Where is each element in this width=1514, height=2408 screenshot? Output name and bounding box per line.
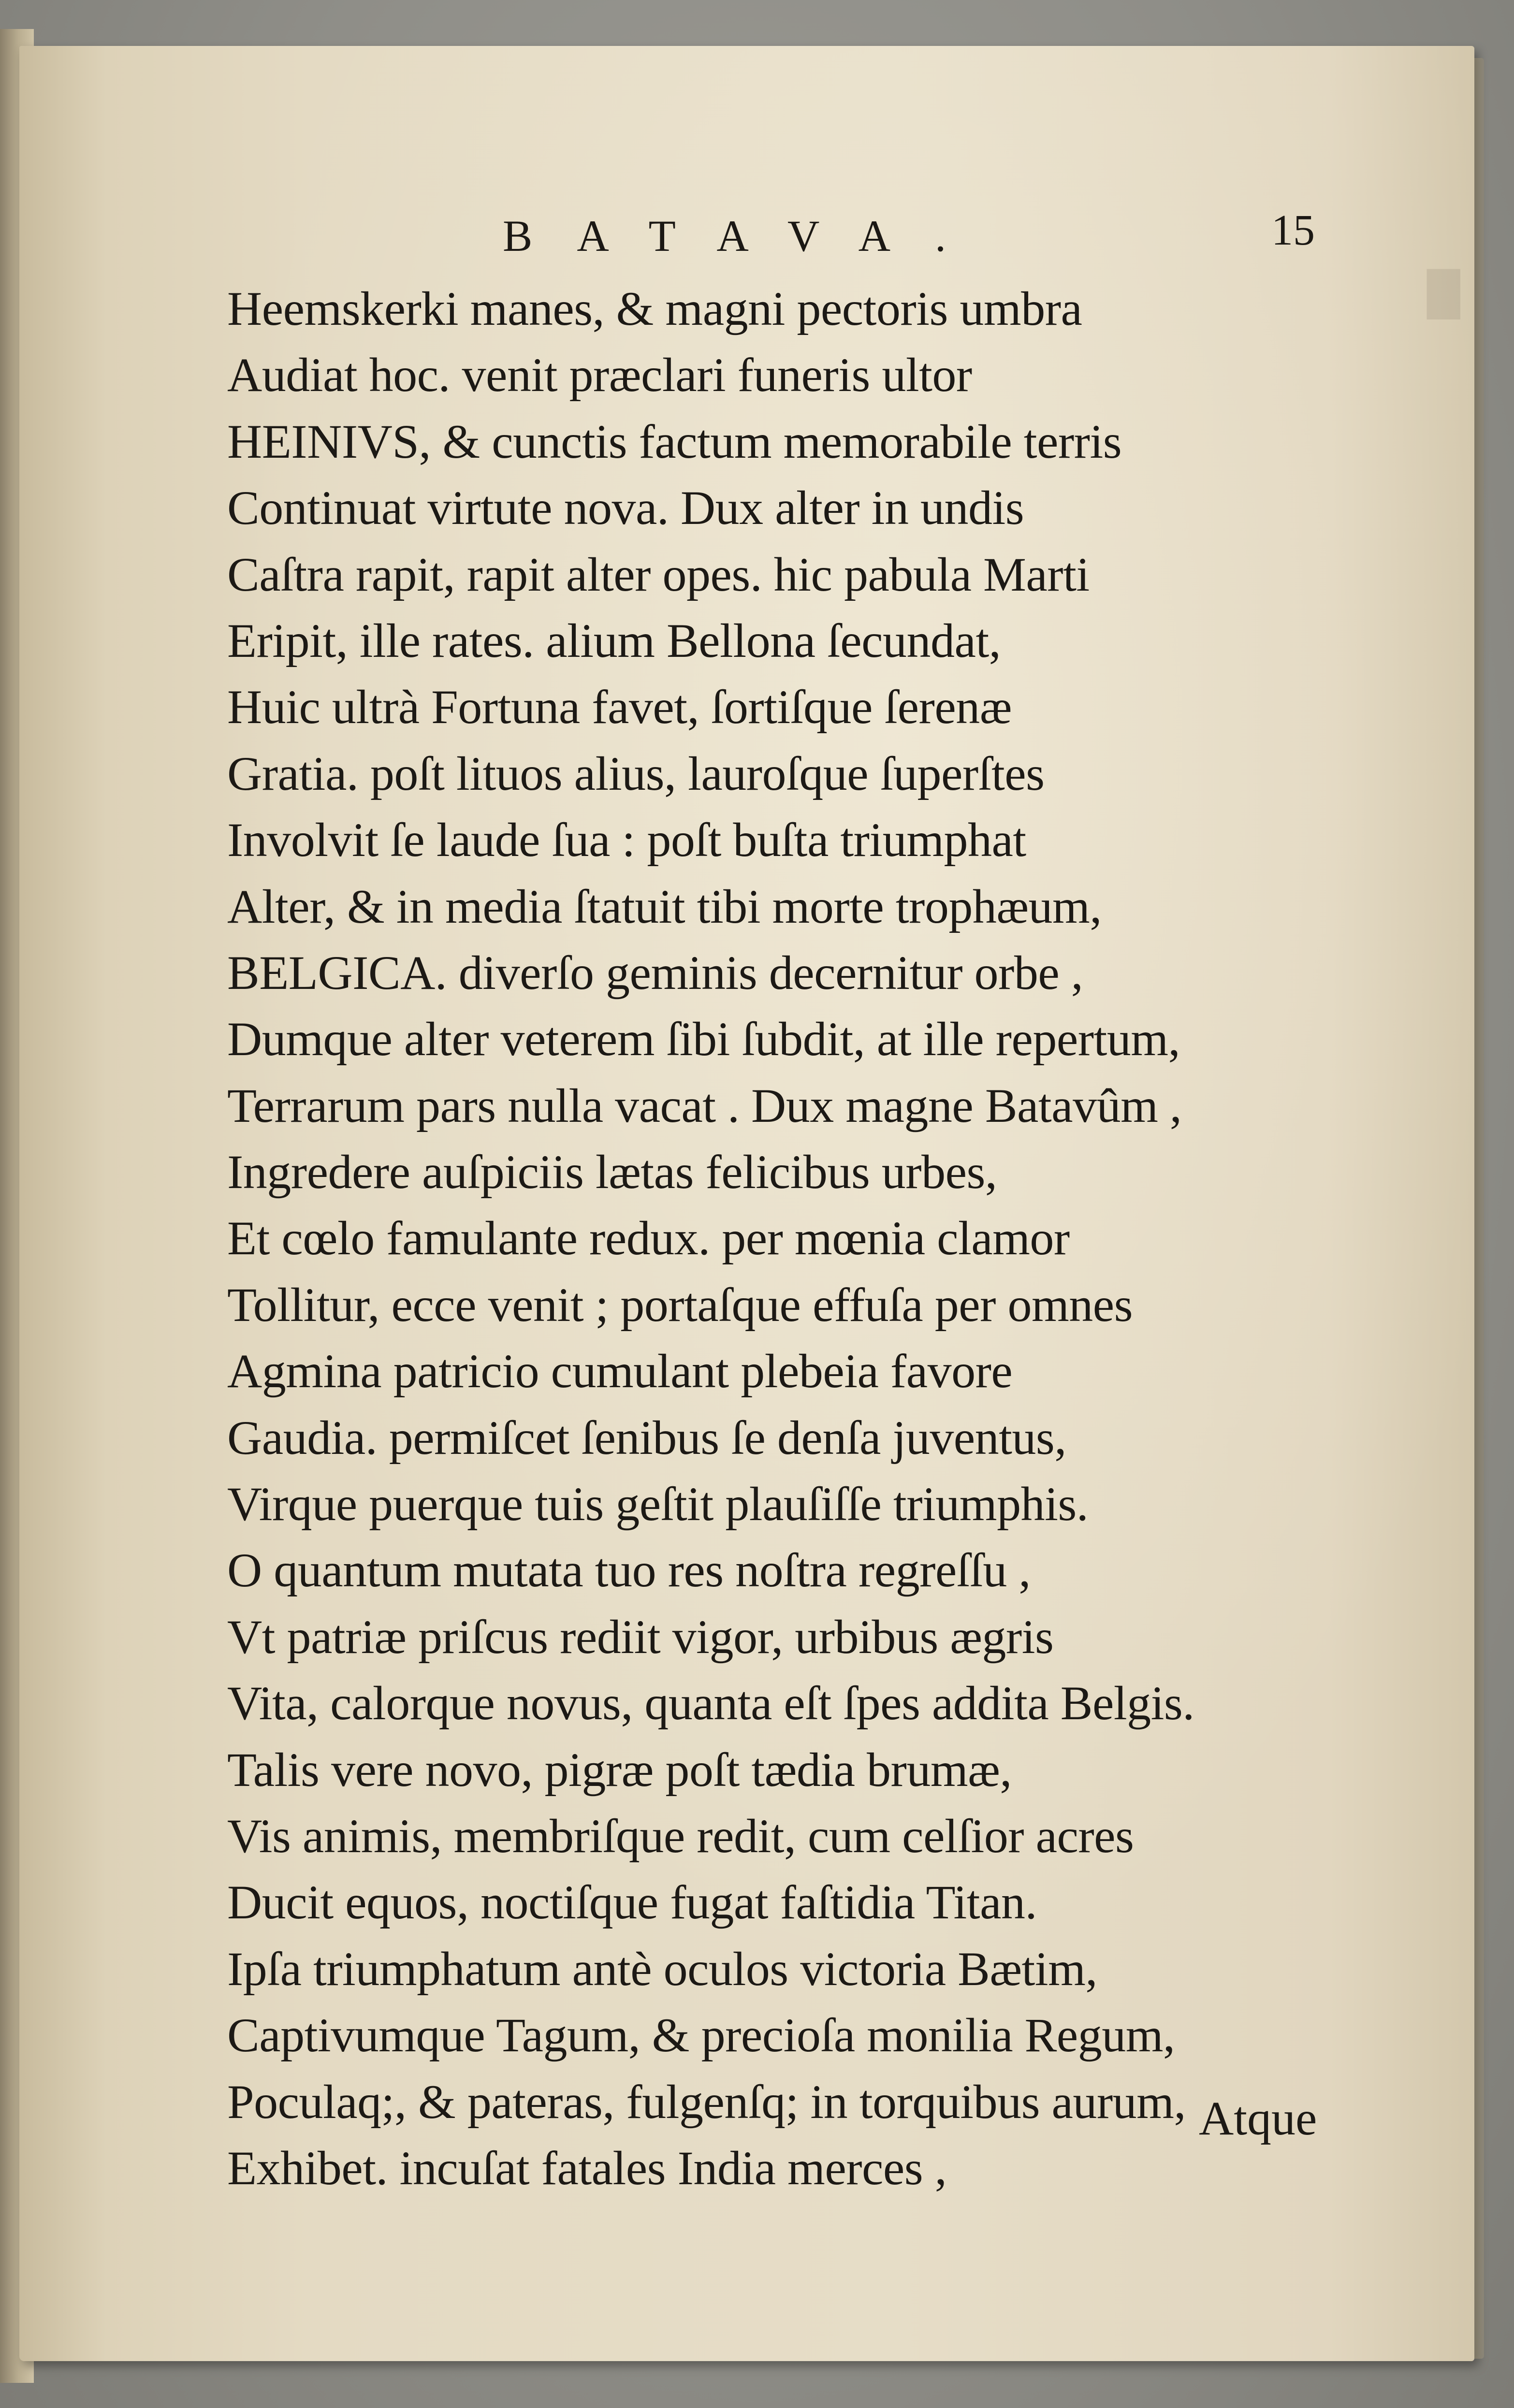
verse-line: Poculaq;, & pateras, fulgenſq; in torquibus aurum, [227,2074,1186,2129]
verse-line: Huic ultrà Fortuna favet, ſortiſque ſerenæ [227,680,1012,734]
verse-line: Ipſa triumphatum antè oculos victoria Bætim, [227,1942,1097,1996]
verse-line: Vt patriæ priſcus rediit vigor, urbibus ægris [227,1610,1054,1664]
verse-line: O quantum mutata tuo res noſtra regreſſu , [227,1543,1031,1597]
verse-line: Terrarum pars nulla vacat . Dux magne Batavûm , [227,1078,1182,1132]
verse-line: Caſtra rapit, rapit alter opes. hic pabula Marti [227,547,1090,601]
verse-line: Talis vere novo, pigræ poſt tædia brumæ, [227,1742,1012,1797]
bleed-through-shadow: █ [1427,269,1460,319]
verse-line: Alter, & in media ſtatuit tibi morte trophæum, [227,879,1102,933]
verse-line: Continuat virtute nova. Dux alter in undis [227,481,1024,535]
verse-line: HEINIVS, & cunctis factum memorabile terris [227,414,1122,468]
verse-line: Exhibet. incuſat fatales India merces , [227,2141,947,2195]
page-number: 15 [1271,206,1315,254]
verse-line: Tollitur, ecce venit ; portaſque effuſa per omnes [227,1277,1133,1332]
verse-line: Gaudia. permiſcet ſenibus ſe denſa juventus, [227,1410,1066,1465]
verse-line: Agmina patricio cumulant plebeia favore [227,1344,1013,1398]
verse-line: Ducit equos, noctiſque fugat faſtidia Titan. [227,1875,1037,1929]
verse-line: Ingredere auſpiciis lætas felicibus urbes, [227,1145,997,1199]
verse-line: Heemskerki manes, & magni pectoris umbra [227,282,1082,335]
verse-line: Captivumque Tagum, & precioſa monilia Regum, [227,2008,1175,2062]
verse-line: Et cœlo famulante redux. per mœnia clamor [227,1211,1070,1265]
catchword: Atque [1199,2091,1317,2145]
verse-line: Vis animis, membriſque redit, cum celſior acres [227,1809,1134,1863]
verse-line: Audiat hoc. venit præclari funeris ultor [227,348,972,402]
verse-line: Virque puerque tuis geſtit plauſiſſe triumphis. [227,1477,1089,1531]
verse-line: Involvit ſe laude ſua : poſt buſta triumphat [227,813,1026,867]
verse-line: Vita, calorque novus, quanta eſt ſpes addita Belgis. [227,1676,1194,1730]
verse-line: Gratia. poſt lituos alius, lauroſque ſuperſtes [227,746,1045,800]
verse-line: BELGICA. diverſo geminis decernitur orbe , [227,945,1083,1000]
verse-line: Dumque alter veterem ſibi ſubdit, at ille repertum, [227,1012,1180,1066]
book-page [19,46,1474,2361]
running-head: BATAVA. [503,211,991,261]
verse-line: Eripit, ille rates. alium Bellona ſecundat, [227,613,1001,667]
verse-block [227,276,1412,2201]
